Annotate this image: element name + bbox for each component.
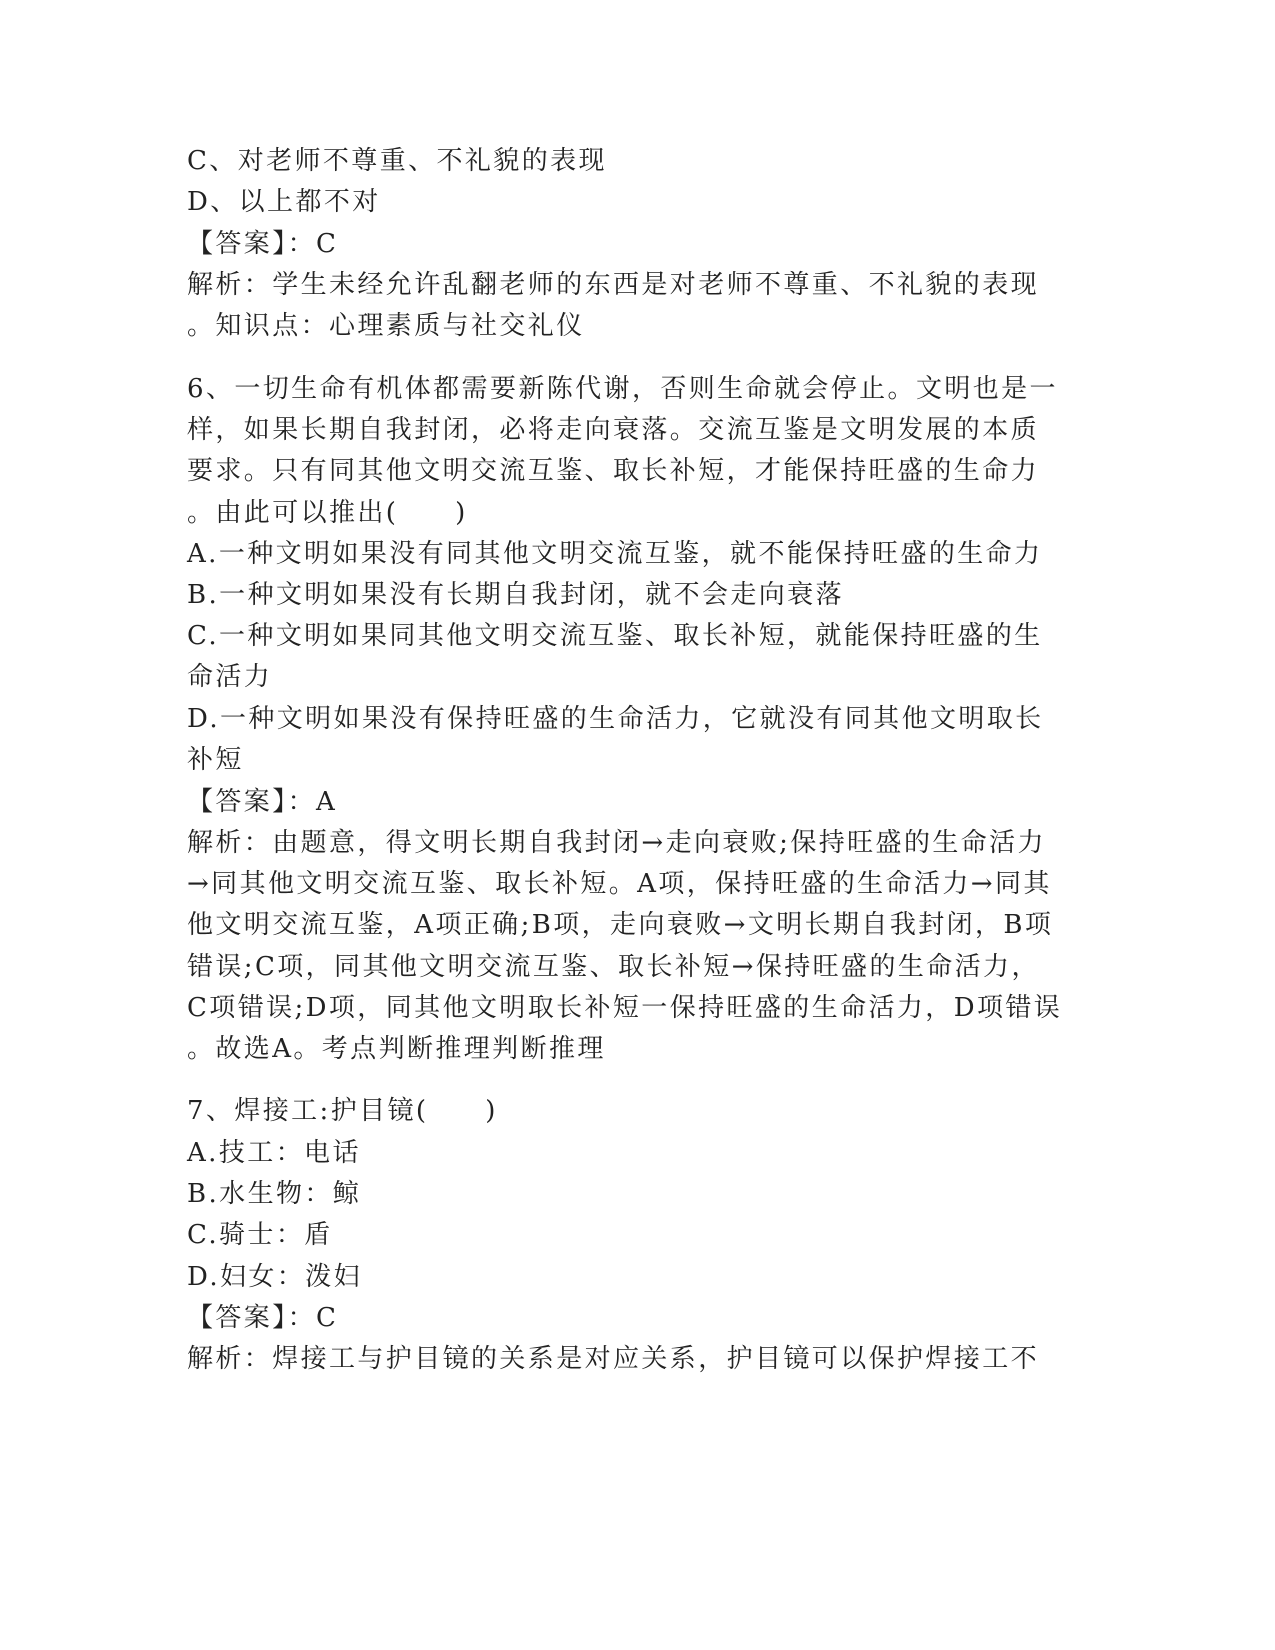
option-c-line: C.骑士：盾 <box>187 1220 333 1250</box>
question-6-line: 。由此可以推出( ) <box>187 498 468 528</box>
option-d-line: 补短 <box>187 745 244 775</box>
answer-line: 【答案】：C <box>187 1303 339 1333</box>
analysis-line: →同其他文明交流互鉴、取长补短。A项，保持旺盛的生命活力→同其 <box>187 869 1052 899</box>
option-a-line: A.一种文明如果没有同其他文明交流互鉴，就不能保持旺盛的生命力 <box>187 539 1043 569</box>
analysis-line: 他文明交流互鉴，A项正确;B项，走向衰败→文明长期自我封闭，B项 <box>187 910 1054 940</box>
option-c-line: 命活力 <box>187 662 273 692</box>
question-6-line: 6、一切生命有机体都需要新陈代谢，否则生命就会停止。文明也是一 <box>187 374 1058 404</box>
option-b-line: B.水生物：鲸 <box>187 1179 362 1209</box>
question-7-line: 7、焊接工:护目镜( ) <box>187 1096 498 1126</box>
option-d-line: D、以上都不对 <box>187 187 381 217</box>
question-6-line: 要求。只有同其他文明交流互鉴、取长补短，才能保持旺盛的生命力 <box>187 456 1040 486</box>
option-b-line: B.一种文明如果没有长期自我封闭，就不会走向衰落 <box>187 580 844 610</box>
analysis-line: 解析：焊接工与护目镜的关系是对应关系，护目镜可以保护焊接工不 <box>187 1344 1040 1374</box>
option-c-line: C、对老师不尊重、不礼貌的表现 <box>187 146 607 176</box>
analysis-line: 错误;C项，同其他文明交流互鉴、取长补短→保持旺盛的生命活力， <box>187 952 1040 982</box>
analysis-line: 。故选A。考点判断推理判断推理 <box>187 1034 606 1064</box>
question-6-line: 样，如果长期自我封闭，必将走向衰落。交流互鉴是文明发展的本质 <box>187 415 1040 445</box>
analysis-line: 。知识点：心理素质与社交礼仪 <box>187 311 585 341</box>
analysis-line: C项错误;D项，同其他文明取长补短一保持旺盛的生命活力，D项错误 <box>187 993 1063 1023</box>
option-d-line: D.一种文明如果没有保持旺盛的生命活力，它就没有同其他文明取长 <box>187 704 1044 734</box>
answer-line: 【答案】：A <box>187 787 338 817</box>
option-c-line: C.一种文明如果同其他文明交流互鉴、取长补短，就能保持旺盛的生 <box>187 621 1043 651</box>
analysis-line: 解析：学生未经允许乱翻老师的东西是对老师不尊重、不礼貌的表现 <box>187 270 1040 300</box>
analysis-line: 解析：由题意，得文明长期自我封闭→走向衰败;保持旺盛的生命活力 <box>187 828 1046 858</box>
option-d-line: D.妇女：泼妇 <box>187 1262 362 1292</box>
option-a-line: A.技工：电话 <box>187 1138 361 1168</box>
answer-line: 【答案】：C <box>187 229 339 259</box>
